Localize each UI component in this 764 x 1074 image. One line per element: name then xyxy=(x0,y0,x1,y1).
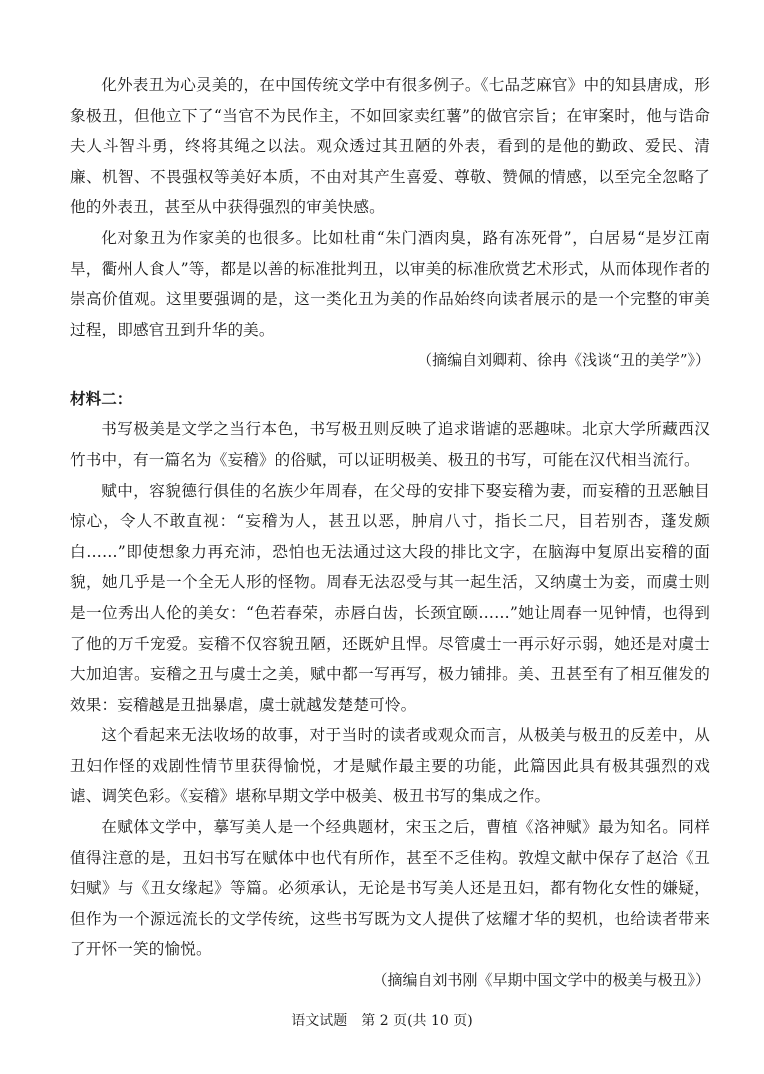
paragraph: 在赋体文学中，摹写美人是一个经典题材，宋玉之后，曹植《洛神赋》最为知名。同样值得注意的是，丑妇书写在赋体中也代有所作，甚至不乏佳构。敦煌文献中保存了赵洽《丑妇赋》与《丑女缘起》等篇。必须承认，无论是书写美人还是丑妇，都有物化女性的嫌疑，但作为一个源远流长的文学传统，这些书写既为文人提供了炫耀才华的契机，也给读者带来了开怀一笑的愉悦。 xyxy=(70,818,710,959)
page-footer: 语文试题 第 2 页(共 10 页) xyxy=(291,1013,473,1029)
paragraph: 化对象丑为作家美的也很多。比如杜甫“朱门酒肉臭，路有冻死骨”，白居易“是岁江南旱，衢州人食人”等，都是以善的标准批判丑，以审美的标准欣赏艺术形式，从而体现作者的崇高价值观。这里要强调的是，这一类化丑为美的作品始终向读者展示的是一个完整的审美过程，即感官丑到升华的美。 xyxy=(70,228,710,339)
source-citation: （摘编自刘卿莉、徐冉《浅谈“丑的美学”》） xyxy=(417,351,710,370)
source-citation: （摘编自刘书刚《早期中国文学中的极美与极丑》） xyxy=(372,971,710,990)
paragraph: 书写极美是文学之当行本色，书写极丑则反映了追求谐谑的恶趣味。北京大学所藏西汉竹书中，有一篇名为《妄稽》的俗赋，可以证明极美、极丑的书写，可能在汉代相当流行。 xyxy=(70,420,710,469)
paragraph: 这个看起来无法收场的故事，对于当时的读者或观众而言，从极美与极丑的反差中，从丑妇作怪的戏剧性情节里获得愉悦，才是赋作最主要的功能，此篇因此具有极其强烈的戏谑、调笑色彩。《妄稽》堪称早期文学中极美、极丑书写的集成之作。 xyxy=(70,726,710,806)
section-heading: 材料二： xyxy=(70,389,133,409)
paragraph: 赋中，容貌德行俱佳的名族少年周春，在父母的安排下娶妄稽为妻，而妄稽的丑恶触目惊心，令人不敢直视：“妄稽为人，甚丑以恶，肿肩八寸，指长二尺，目若别杏，蓬发颇白……”即使想象力再充沛，恐怕也无法通过这大段的排比文字，在脑海中复原出妄稽的面貌，她几乎是一个全无人形的怪物。周春无法忍受与其一起生活，又纳虞士为妾，而虞士则是一位秀出人伦的美女：“色若春荣，赤唇白齿，长颈宜颐……”她让周春一见钟情，也得到了他的万千宠爱。妄稽不仅容貌丑陋，还既妒且悍。尽管虞士一再示好示弱，她还是对虞士大加迫害。妄稽之丑与虞士之美，赋中都一写再写，极力铺排。美、丑甚至有了相互催发的效果：妄稽越是丑拙暴虐，虞士就越发楚楚可怜。 xyxy=(70,481,710,714)
paragraph: 化外表丑为心灵美的，在中国传统文学中有很多例子。《七品芝麻官》中的知县唐成，形象极丑，但他立下了“当官不为民作主，不如回家卖红薯”的做官宗旨；在审案时，他与诰命夫人斗智斗勇，终将其绳之以法。观众透过其丑陋的外表，看到的是他的勤政、爱民、清廉、机智、不畏强权等美好本质，不由对其产生喜爱、尊敬、赞佩的情感，以至完全忽略了他的外表丑，甚至从中获得强烈的审美快感。 xyxy=(70,76,710,217)
page-content xyxy=(70,70,710,995)
